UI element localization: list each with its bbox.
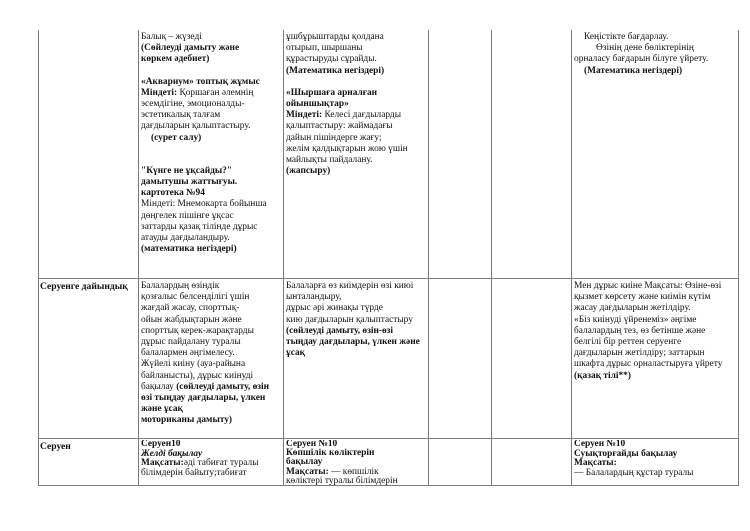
cell-text-segment: — көпшілік <box>328 466 379 477</box>
cell-line: "Күнге не ұқсайды?" <box>141 165 233 176</box>
row-divider-walk <box>38 438 739 439</box>
cell-line: (сөйлеуді дамыту, өзін-өзі <box>286 325 394 336</box>
cell-line: (Математика негіздері) <box>584 65 683 76</box>
cell-text-segment: Келесі дағдыларды <box>322 110 401 121</box>
cell-line: Желді бақылау <box>141 448 203 459</box>
cell-line: ойыншықтар» <box>286 99 349 110</box>
cell-line: белгілі бір реттен серуенге <box>574 337 682 348</box>
cell-line: Серуен №10 <box>286 440 338 449</box>
cell-line: өзі тыңдау дағдылары, үлкен <box>141 393 266 404</box>
cell-text-segment: әді табиғат туралы <box>183 458 259 469</box>
cell-line <box>286 110 427 121</box>
cell-line <box>141 382 282 393</box>
cell-line: дұрыс әрі жинақы түрде <box>286 303 383 314</box>
cell-line: бақылау <box>286 457 323 468</box>
table-border-right <box>738 30 739 486</box>
cell-line: қызмет көрсету және киімін күтім <box>574 292 711 303</box>
cell-line: (қазақ тілі**) <box>574 370 631 381</box>
cell-line: дағдыларын жетілдіру; заттарын <box>574 348 705 359</box>
cell-line: (математика негіздері) <box>141 244 237 255</box>
cell-line: (Математика негіздері) <box>286 65 385 76</box>
top-row-col3-cell <box>286 32 427 278</box>
cell-line: Міндеті: Мнемокарта бойынша <box>141 199 267 210</box>
cell-text-segment: Міндеті: <box>286 110 323 121</box>
table-divider-col2 <box>138 30 139 486</box>
cell-line: Мақсаты: <box>574 458 617 469</box>
cell-line: «Біз киінуді үйренеміз» әңгіме <box>574 314 697 325</box>
cell-text-segment: Мақсаты: <box>141 458 184 469</box>
cell-line: (жапсыру) <box>286 166 331 177</box>
cell-line: Балаларға өз киімдерін өзі киюі <box>286 281 414 291</box>
table-divider-col4 <box>428 30 429 486</box>
cell-line: көліктері туралы білімдерін <box>286 475 398 485</box>
cell-line: Өзінің дене бөліктерінің <box>596 43 694 54</box>
cell-line: эстетикалық талғам <box>141 110 221 121</box>
cell-line: майлықты пайдалану. <box>286 155 373 166</box>
cell-text-segment: бақылау <box>141 381 177 392</box>
table-divider-col3 <box>283 30 284 486</box>
cell-line: шкафта дұрыс орналастыруға үйрету <box>574 359 723 370</box>
cell-line <box>141 66 282 77</box>
prep-row-label: Серуенге дайындық <box>40 281 128 292</box>
walk-row-col6-cell <box>574 440 737 485</box>
cell-line: Серуен10 <box>141 440 181 449</box>
table-divider-col6 <box>571 30 572 486</box>
walk-row-col2-cell <box>141 440 282 485</box>
cell-line: тыңдау дағдылары, үлкен және <box>286 337 420 348</box>
prep-row-col3-cell <box>286 281 427 438</box>
cell-line: «Аквариум» топтық жұмыс <box>141 76 260 87</box>
cell-line: Жүйелі киіну (ауа-райына <box>141 359 246 370</box>
cell-line: дұрыс пайдалану туралы <box>141 337 241 348</box>
walk-row-label: Серуен <box>40 441 71 452</box>
cell-line: ұсақ <box>286 348 306 359</box>
cell-line: балалармен әңгімелесу. <box>141 348 235 359</box>
cell-line: «Шыршаға арналған <box>286 87 378 98</box>
cell-line: орналасу бағдарын білуге үйрету. <box>574 54 709 65</box>
cell-text-segment: Қоршаған әлемнің <box>177 87 254 98</box>
cell-line: балалардың тез, өз бетінше және <box>574 325 706 336</box>
cell-line: ойын жабдықтарын және <box>141 314 242 325</box>
table-divider-col5 <box>491 30 492 486</box>
cell-line: Балалардың өзіндік <box>141 281 220 291</box>
cell-line: Балық – жүзеді <box>141 32 202 42</box>
table-border-left <box>38 30 39 486</box>
cell-line: Мен дұрыс киіне Мақсаты: Өзіне-өзі <box>574 281 722 291</box>
cell-line: атауды дағдыландыру. <box>141 233 230 244</box>
cell-line: білімдерін байыту;табиғат <box>141 467 247 478</box>
cell-line: көркем әдебиет) <box>141 54 210 65</box>
cell-line: дағдыларын қалыптастыру. <box>141 121 251 132</box>
cell-line: Серуен №10 <box>574 440 626 449</box>
table-border-bottom <box>38 485 739 486</box>
top-row-col2-cell <box>141 32 282 278</box>
prep-row-col6-cell <box>574 281 737 438</box>
cell-line <box>141 144 282 155</box>
cell-line: жағдай жасау, спорттық- <box>141 303 240 314</box>
cell-line: қозғалыс белсенділігі үшін <box>141 292 250 303</box>
cell-line: дайын пішіндерге жағу; <box>286 132 382 143</box>
cell-line: байланысты), дұрыс киінуді <box>141 370 254 381</box>
cell-line: Суықторғайды бақылау <box>574 448 678 459</box>
cell-line <box>141 88 282 99</box>
cell-line: құрастыруды сұрайды. <box>286 54 377 65</box>
row-divider-prep <box>38 278 739 279</box>
cell-line: және ұсақ <box>141 404 183 415</box>
cell-line: дөңгелек пішінге ұқсас <box>141 210 234 221</box>
cell-line: кию дағдыларын қалыптастыру <box>286 314 413 325</box>
cell-line: Көпшілік көліктерін <box>286 448 375 459</box>
cell-text-segment: (сөйлеуді дамыту, өзін <box>176 381 270 392</box>
cell-line <box>141 155 282 166</box>
cell-text-segment: Мақсаты: <box>286 466 329 477</box>
cell-text-segment: Міндеті: <box>141 87 178 98</box>
cell-line: спорттық керек-жарақтарды <box>141 325 254 336</box>
cell-line: қалыптастыру: жаймадағы <box>286 121 393 132</box>
cell-line: ұшбұрыштарды қолдана <box>286 32 384 42</box>
cell-line: моториканы дамыту) <box>141 415 233 426</box>
cell-line: картотека №94 <box>141 188 205 199</box>
cell-line: желім қалдықтарын жою үшін <box>286 143 408 154</box>
cell-line: отырып, шыршаны <box>286 43 363 54</box>
walk-row-col3-cell <box>286 440 427 485</box>
top-row-col6-cell <box>574 32 737 278</box>
cell-line: (Сөйлеуді дамыту және <box>141 43 240 54</box>
cell-line: эсемдігіне, эмоционалды- <box>141 99 245 110</box>
cell-line: жасау дағдыларын жетілдіру. <box>574 303 691 314</box>
cell-line: (сурет салу) <box>151 132 202 143</box>
cell-line <box>286 77 427 88</box>
cell-line: Кеңістікте бағдарлау. <box>584 32 669 42</box>
cell-line: дамытушы жаттығуы. <box>141 177 238 188</box>
cell-line: заттарды қазақ тілінде дұрыс <box>141 221 258 232</box>
cell-line: ынталандыру, <box>286 292 342 303</box>
prep-row-col2-cell <box>141 281 282 438</box>
cell-line: — Балалардың құстар туралы <box>574 467 694 478</box>
